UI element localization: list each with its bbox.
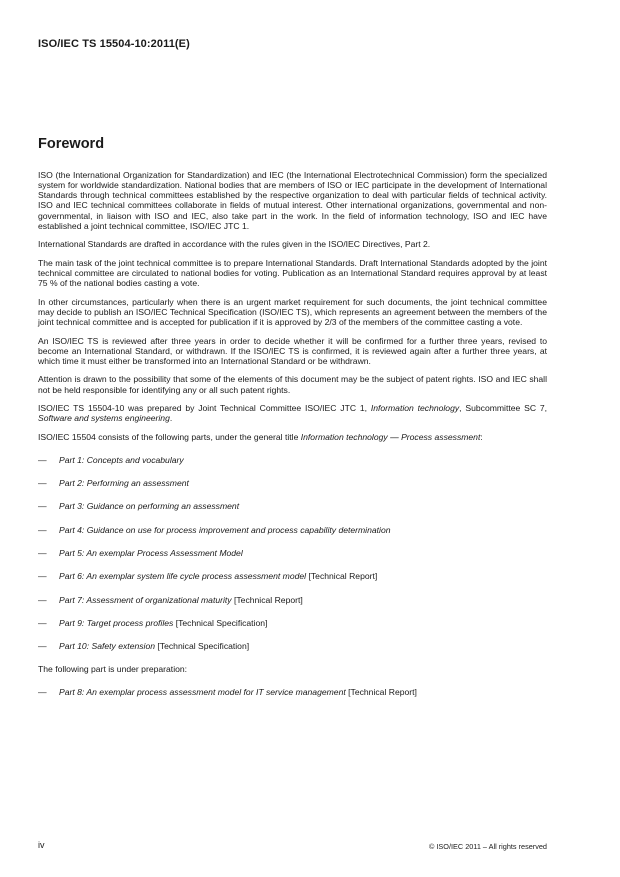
subcommittee-name: Software and systems engineering	[38, 413, 170, 424]
paragraph-organizations: ISO (the International Organization for Standardization) and IEC (the International Electrotechnical Commission) form the specialized system for worldwide standardization. National bodies that are members of ISO or IEC participate in the development of International Standards through technical committees established by the respective organization to deal with particular fields of technical activity. ISO and IEC technical committees collaborate in fields of mutual interest. Other international organizations, governmental and non-governmental, in liaison with ISO and IEC, also take part in the work. In the field of information technology, ISO and IEC have established a joint technical committee, ISO/IEC JTC 1.	[38, 170, 547, 231]
dash: —	[38, 454, 47, 465]
parts-list	[38, 455, 547, 652]
list-item	[38, 501, 547, 511]
list-item	[38, 595, 547, 605]
parts-intro-text: ISO/IEC 15504 consists of the following parts, under the general title	[38, 431, 301, 442]
paragraph-under-preparation: The following part is under preparation:	[38, 663, 188, 674]
dash: —	[38, 524, 47, 535]
general-title: Information technology — Process assessment	[300, 431, 481, 442]
part-note: [Technical Report]	[231, 594, 303, 605]
dash: —	[38, 477, 47, 488]
foreword-body	[38, 170, 547, 710]
paragraph-review: An ISO/IEC TS is reviewed after three years in order to decide whether it will be confirmed for a further three years, revised to become an International Standard, or withdrawn. If the ISO/IEC TS is confirmed, it is reviewed again after a further three years, at which time it must either be transformed into an International Standard or be withdrawn.	[38, 335, 547, 366]
dash: —	[38, 618, 47, 629]
period: .	[169, 413, 173, 424]
paragraph-parts-intro	[38, 432, 547, 442]
list-item	[38, 455, 547, 465]
list-item	[38, 571, 547, 581]
part-title: Part 4: Guidance on use for process improvement and process capability determination	[59, 524, 391, 535]
part-title: Part 1: Concepts and vocabulary	[59, 454, 184, 465]
paragraph-patent-rights: Attention is drawn to the possibility that some of the elements of this document may be the subject of patent rights. ISO and IEC shall not be held responsible for identifying any or all such patent rights.	[38, 374, 547, 395]
part-title: Part 9: Target process profiles	[59, 618, 174, 629]
paragraph-main-task: The main task of the joint technical committee is to prepare International Standards. Draft International Standards adopted by the joint technical committee are circulated to national bodies for voting. Publication as an International Standard requires approval by at least 75 % of the national bodies casting a vote.	[38, 257, 547, 289]
document-identifier: ISO/IEC TS 15504-10:2011(E)	[38, 38, 190, 50]
part-title: Part 8: An exemplar process assessment model for IT service management	[59, 686, 346, 697]
part-note: [Technical Report]	[306, 571, 378, 582]
list-item	[38, 641, 547, 651]
part-title: Part 2: Performing an assessment	[59, 477, 189, 488]
committee-name: Information technology	[370, 403, 460, 414]
preparation-list	[38, 687, 547, 697]
dash: —	[38, 641, 47, 652]
list-item	[38, 525, 547, 535]
dash: —	[38, 686, 47, 697]
page-number: iv	[38, 840, 45, 850]
part-title: Part 7: Assessment of organizational maturity	[59, 594, 232, 605]
dash: —	[38, 547, 47, 558]
dash: —	[38, 501, 47, 512]
page-title: Foreword	[38, 136, 105, 152]
list-item	[38, 548, 547, 558]
part-title: Part 6: An exemplar system life cycle process assessment model	[59, 571, 307, 582]
paragraph-technical-specification: In other circumstances, particularly when there is an urgent market requirement for such documents, the joint technical committee may decide to publish an ISO/IEC Technical Specification (ISO/IEC TS), which represents an agreement between the members of the joint technical committee and is accepted for publication if it is approved by 2/3 of the members of the committee casting a vote.	[38, 296, 547, 328]
list-item	[38, 478, 547, 488]
copyright-notice: © ISO/IEC 2011 – All rights reserved	[429, 842, 547, 851]
list-item	[38, 687, 547, 697]
colon: :	[480, 431, 483, 442]
list-item	[38, 618, 547, 628]
part-title: Part 5: An exemplar Process Assessment Model	[59, 547, 243, 558]
prepared-by-text: ISO/IEC TS 15504-10 was prepared by Joint Technical Committee ISO/IEC JTC 1,	[38, 403, 371, 414]
dash: —	[38, 594, 47, 605]
paragraph-prepared-by	[38, 403, 547, 423]
part-title: Part 3: Guidance on performing an assessment	[59, 501, 240, 512]
paragraph-drafting-rules: International Standards are drafted in accordance with the rules given in the ISO/IEC Directives, Part 2.	[38, 239, 431, 250]
dash: —	[38, 571, 47, 582]
part-note: [Technical Specification]	[155, 641, 250, 652]
subcommittee-text: , Subcommittee SC 7,	[459, 403, 547, 414]
part-note: [Technical Specification]	[173, 618, 268, 629]
part-title: Part 10: Safety extension	[59, 641, 156, 652]
part-note: [Technical Report]	[345, 686, 417, 697]
